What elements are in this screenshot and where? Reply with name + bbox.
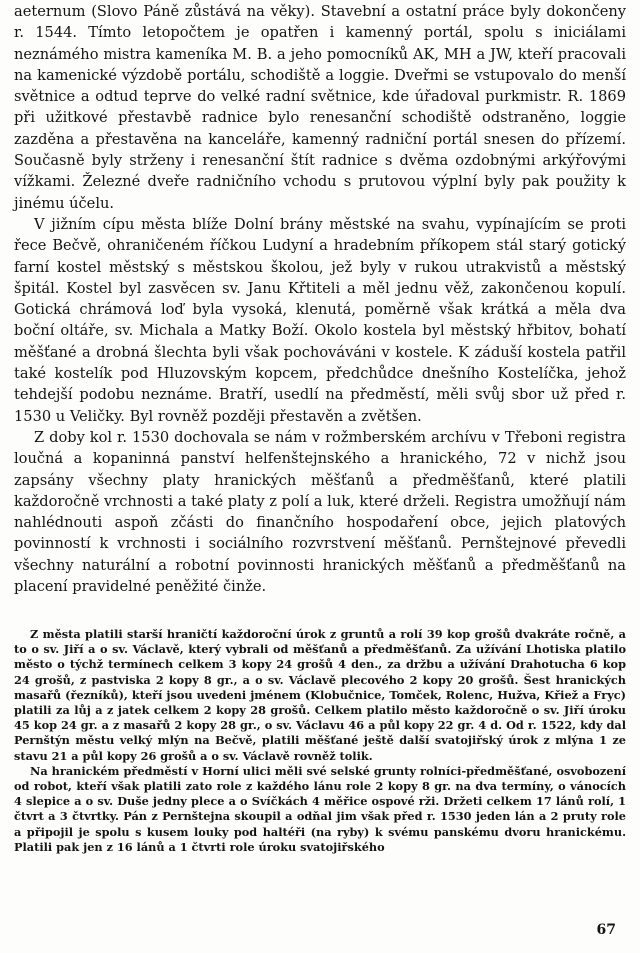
main-text: [14, 1, 626, 597]
page-number: 67: [596, 922, 616, 938]
paragraph: aeternum (Slovo Páně zůstává na věky). Stavební a ostatní práce byly dokončeny r. 1544. Tímto letopočtem je opatřen i kamenný portál, spolu s iniciálami neznámého mistra kameníka M. B. a jeho pomocníků AK, MH a JW, kteří pracovali na kamenické výzdobě portálu, schodiště a loggie. Dveřmi se vstupovalo do menší světnice a odtud teprve do velké radní světnice, kde úřadoval purkmistr. R. 1869 při užitkové přestavbě radnice bylo renesanční schodiště odstraněno, loggie zazděna a přestavěna na kanceláře, kamenný radniční portál snesen do přízemí. Současně byly strženy i renesanční štít radnice s dvěma ozdobnými arkýřovými vížkami. Železné dveře radničního vchodu s prutovou výplní byly pak použity k jinému účelu.: [14, 3, 626, 212]
notes-text: [14, 627, 626, 855]
paragraph: V jižním cípu města blíže Dolní brány městské na svahu, vypínajícím se proti řece Bečvě, ohraničeném říčkou Ludyní a hradebním příkopem stál starý gotický farní kostel městský s městskou školou, jež byly v rukou utrakvistů a městský špitál. Kostel byl zasvěcen sv. Janu Křtiteli a měl jednu věž, zakončenou kopulí. Gotická chrámová loď byla vysoká, klenutá, poměrně však krátká a měla dva boční oltáře, sv. Michala a Matky Boží. Okolo kostela byl městský hřbitov, bohatí měšťané a drobná šlechta byli však pochováváni v kostele. K záduší kostela patřil také kostelík pod Hluzovským kopcem, předchůdce dnešního Kostelíčka, jehož tehdejší podobu neznáme. Bratří, usedlí na předměstí, měli svůj sbor už před r. 1530 u Veličky. Byl rovněž později přestavěn a zvětšen.: [14, 215, 626, 425]
note-paragraph: Z města platili starší hraničtí každoroční úrok z gruntů a rolí 39 kop grošů dvakráte ročně, a to o sv. Jiří a o sv. Václavě, který vybrali od měšťanů a předměšťanů. Za užívání Lhotiska platilo město o týchž termínech celkem 3 kopy 24 grošů 4 den., za držbu a užívání Drahotucha 6 kop 24 grošů, z pastviska 2 kopy 8 gr., a o sv. Václavě plecového 2 kopy 20 grošů. Šest hranických masařů (řezníků), kteří jsou uvedeni jménem (Klobučnice, Tomček, Rolenc, Hužva, Křiež a Fryc) platili za lůj a z jatek celkem 2 kopy 28 grošů. Celkem platilo město každoročně o sv. Jiří úroku 45 kop 24 gr. a z masařů 2 kopy 28 gr., o sv. Václavu 46 a půl kopy 22 gr. 4 d. Od r. 1522, kdy dal Pernštýn městu velký mlýn na Bečvě, platili měšťané ještě další svatojiřský úrok z mlýna 1 ze stavu 21 a půl kopy 26 grošů a o sv. Václavě rovněž tolik.: [14, 627, 626, 763]
paragraph: Z doby kol r. 1530 dochovala se nám v rožmberském archívu v Třeboni registra loučná a kopaninná panství helfenštejnského a hranického, 72 v nichž jsou zapsány všechny platy hranických měšťanů a předměšťanů, které platili každoročně vrchnosti a také platy z polí a luk, které drželi. Registra umožňují nám nahlédnouti aspoň zčásti do finančního hospodaření obce, jejich platových povinností k vrchnosti i sociálního rozvrstvení měšťanů. Pernštejnové převedli všechny naturální a robotní povinnosti hranických měšťanů a předměšťanů na placení pravidelné peněžité činže.: [14, 428, 626, 596]
note-paragraph: Na hranickém předměstí v Horní ulici měli své selské grunty rolníci-předměšťané, osvobození od robot, kteří však platili zato role z každého lánu role 2 kopy 8 gr. na dva termíny, o vánocích 4 slepice a o sv. Duše jedny plece a o Svíčkách 4 měřice ospové rži. Držeti celkem 17 lánů rolí, 1 čtvrt a 3 čtvrtky. Pán z Pernštejna skoupil a odňal jim však před r. 1530 jeden lán a 2 pruty role a připojil je spolu s kusem louky pod haltéři (na ryby) k svému panskému dvoru hranickému. Platili pak jen z 16 lánů a 1 čtvrti role úroku svatojiřského: [14, 763, 626, 854]
